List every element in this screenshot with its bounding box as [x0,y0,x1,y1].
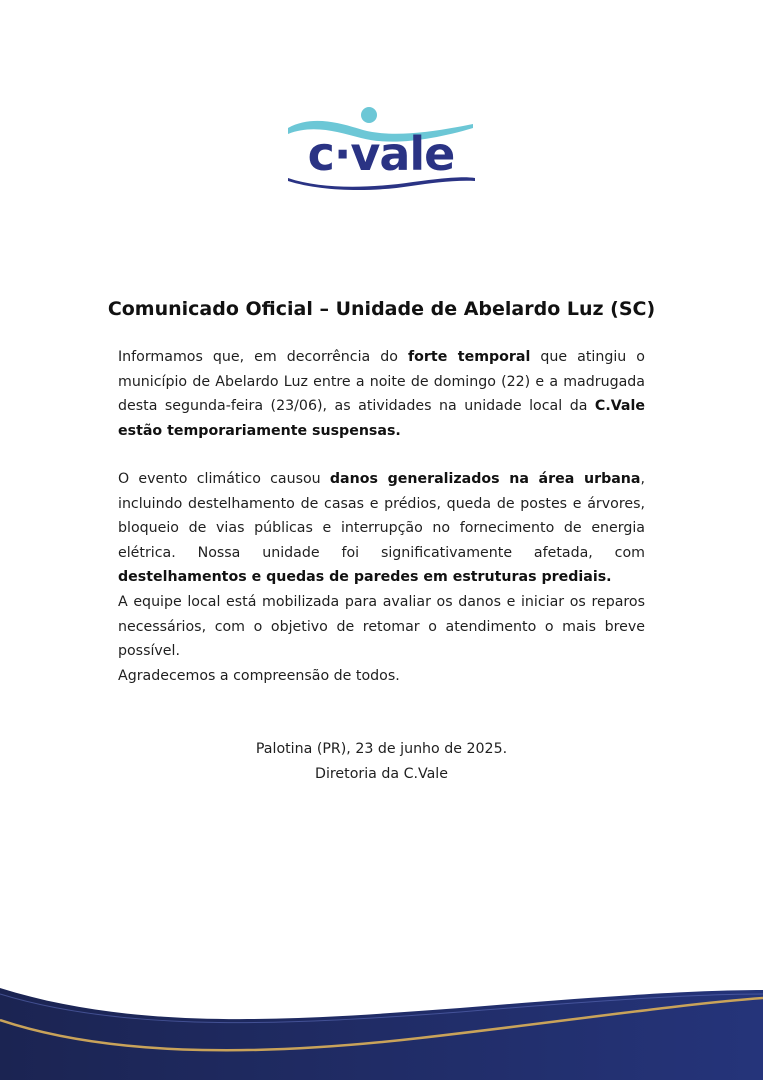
document-title: Comunicado Oficial – Unidade de Abelardo Luz (SC) [107,298,656,320]
logo-text: c·vale [307,127,455,181]
footer-wave [0,980,763,1080]
paragraph-1: Informamos que, em decorrência do forte temporal que atingiu o município de Abelardo Luz entre a noite de domingo (22) e a madrugada desta segunda-feira (23/06), as atividades na unidade local da C.Vale estão temporariamente suspensas. [118,349,645,439]
paragraph-3: A equipe local está mobilizada para avaliar os danos e iniciar os reparos necessários, com o objetivo de retomar o atendimento o mais breve possível. Agradecemos a compreensão de todos. [118,594,645,684]
signature-place-date: Palotina (PR), 23 de junho de 2025. [255,741,508,757]
cvale-logo [283,104,479,192]
paragraph-2: O evento climático causou danos generalizados na área urbana, incluindo destelhamento de casas e prédios, queda de postes e árvores, bloqueio de vias públicas e interrupção no fornecimento de energia elétrica. Nossa unidade foi significativamente afetada, com destelhamentos e quedas de paredes em estruturas prediais. [118,471,645,585]
signature-organization: Diretoria da C.Vale [315,766,448,782]
